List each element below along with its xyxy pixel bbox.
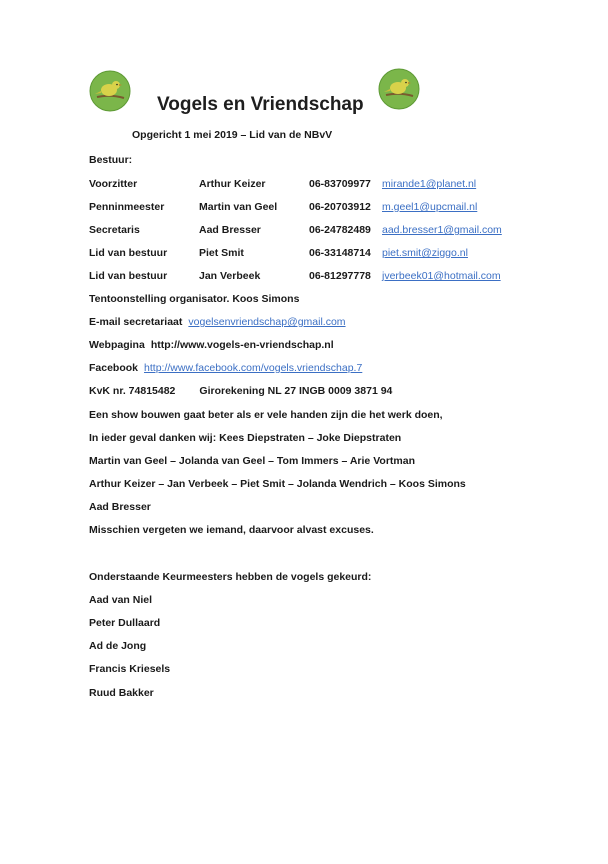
- email-secretariaat-line: [89, 316, 346, 328]
- bestuur-role: Penninmeester: [89, 201, 165, 213]
- bestuur-phone: 06-24782489: [309, 224, 371, 236]
- bestuur-name: Arthur Keizer: [199, 178, 266, 190]
- bird-logo-icon: [378, 68, 420, 110]
- keurmeester-item: Aad van Niel: [89, 594, 153, 606]
- email-secretariaat-link[interactable]: vogelsenvriendschap@gmail.com: [188, 316, 346, 328]
- keurmeesters-heading: Onderstaande Keurmeesters hebben de vogels gekeurd:: [89, 571, 372, 583]
- webpagina-line: [89, 339, 334, 351]
- webpagina-label: Webpagina: [89, 339, 145, 351]
- bestuur-email-link[interactable]: jverbeek01@hotmail.com: [382, 270, 501, 282]
- bestuur-email-link[interactable]: aad.bresser1@gmail.com: [382, 224, 502, 236]
- bestuur-email-link[interactable]: piet.smit@ziggo.nl: [382, 247, 468, 259]
- keurmeester-item: Ad de Jong: [89, 640, 147, 652]
- bestuur-role: Lid van bestuur: [89, 270, 168, 282]
- bestuur-role: Secretaris: [89, 224, 140, 236]
- thanks-line: In ieder geval danken wij: Kees Diepstraten – Joke Diepstraten: [89, 432, 402, 444]
- webpagina-url[interactable]: http://www.vogels-en-vriendschap.nl: [150, 339, 334, 351]
- thanks-line: Aad Bresser: [89, 501, 151, 513]
- bestuur-phone: 06-81297778: [309, 270, 371, 282]
- bird-logo-icon: [89, 70, 131, 112]
- bestuur-email-link[interactable]: m.geel1@upcmail.nl: [382, 201, 478, 213]
- bestuur-role: Lid van bestuur: [89, 247, 168, 259]
- thanks-line: Martin van Geel – Jolanda van Geel – Tom Immers – Arie Vortman: [89, 455, 416, 467]
- bestuur-name: Jan Verbeek: [199, 270, 261, 282]
- bestuur-role: Voorzitter: [89, 178, 138, 190]
- bestuur-name: Aad Bresser: [199, 224, 261, 236]
- bestuur-phone: 06-33148714: [309, 247, 371, 259]
- kvk-line: [89, 385, 392, 397]
- thanks-line: Misschien vergeten we iemand, daarvoor alvast excuses.: [89, 524, 374, 536]
- keurmeester-item: Peter Dullaard: [89, 617, 161, 629]
- keurmeester-item: Ruud Bakker: [89, 687, 154, 699]
- subtitle: Opgericht 1 mei 2019 – Lid van de NBvV: [132, 129, 333, 141]
- facebook-line: [89, 362, 362, 374]
- facebook-link[interactable]: http://www.facebook.com/vogels.vriendschap.7: [144, 362, 363, 374]
- bestuur-phone: 06-20703912: [309, 201, 371, 213]
- keurmeester-item: Francis Kriesels: [89, 663, 171, 675]
- tentoonstelling-line: Tentoonstelling organisator. Koos Simons: [89, 293, 300, 305]
- thanks-line: Arthur Keizer – Jan Verbeek – Piet Smit – Jolanda Wendrich – Koos Simons: [89, 478, 466, 490]
- email-secretariaat-label: E-mail secretariaat: [89, 316, 183, 328]
- bestuur-phone: 06-83709977: [309, 178, 371, 190]
- girorekening: Girorekening NL 27 INGB 0009 3871 94: [199, 385, 393, 397]
- bestuur-heading: Bestuur:: [89, 154, 133, 166]
- bestuur-email-link[interactable]: mirande1@planet.nl: [382, 178, 477, 190]
- thanks-line: Een show bouwen gaat beter als er vele handen zijn die het werk doen,: [89, 409, 443, 421]
- page-title: Vogels en Vriendschap: [157, 94, 364, 115]
- bestuur-name: Piet Smit: [199, 247, 244, 259]
- facebook-label: Facebook: [89, 362, 139, 374]
- kvk-number: KvK nr. 74815482: [89, 385, 176, 397]
- bestuur-name: Martin van Geel: [199, 201, 278, 213]
